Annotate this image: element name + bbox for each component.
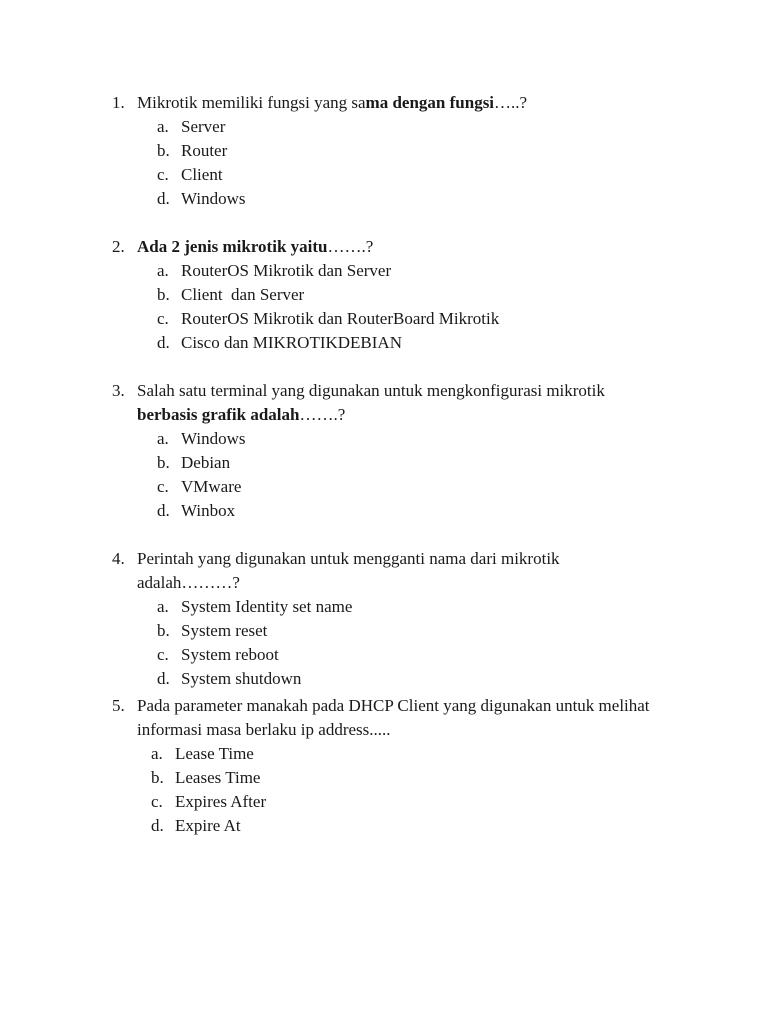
question-line-continued [0, 571, 768, 595]
option-letter: b. [151, 768, 164, 787]
option-d [0, 499, 768, 523]
option-text: Client dan Server [181, 285, 305, 304]
option-letter: a. [157, 429, 169, 448]
option-letter: b. [157, 141, 170, 160]
option-text: RouterOS Mikrotik dan Server [181, 261, 392, 280]
option-a [0, 595, 768, 619]
option-letter: c. [157, 477, 169, 496]
question-4 [0, 547, 768, 691]
question-text-continued: adalah………? [137, 573, 240, 592]
option-text: Lease Time [175, 744, 254, 763]
option-a [0, 427, 768, 451]
option-c [0, 790, 768, 814]
option-text: VMware [181, 477, 242, 496]
option-letter: a. [157, 261, 169, 280]
question-number: 3. [112, 381, 125, 400]
option-letter: d. [157, 501, 170, 520]
option-letter: c. [151, 792, 163, 811]
option-text: Winbox [181, 501, 236, 520]
option-letter: d. [151, 816, 164, 835]
question-line [0, 235, 768, 259]
option-d [0, 187, 768, 211]
option-text: System Identity set name [181, 597, 353, 616]
option-text: Client [181, 165, 223, 184]
option-letter: a. [157, 117, 169, 136]
option-c [0, 475, 768, 499]
question-text-continued: informasi masa berlaku ip address..... [137, 720, 391, 739]
option-text: Expire At [175, 816, 241, 835]
question-line-continued [0, 718, 768, 742]
question-number: 5. [112, 696, 125, 715]
question-1 [0, 91, 768, 211]
option-text: System shutdown [181, 669, 302, 688]
option-d [0, 667, 768, 691]
question-text: Ada 2 jenis mikrotik yaitu…….? [137, 237, 374, 256]
question-line [0, 91, 768, 115]
question-number: 1. [112, 93, 125, 112]
option-letter: a. [157, 597, 169, 616]
option-text: Cisco dan MIKROTIKDEBIAN [181, 333, 402, 352]
question-number: 2. [112, 237, 125, 256]
option-letter: c. [157, 165, 169, 184]
option-b [0, 139, 768, 163]
question-text: Pada parameter manakah pada DHCP Client yang digunakan untuk melihat [137, 696, 650, 715]
question-5 [0, 694, 768, 838]
question-text-continued: berbasis grafik adalah…….? [137, 405, 346, 424]
question-line [0, 379, 768, 403]
option-text: System reset [181, 621, 268, 640]
option-letter: d. [157, 333, 170, 352]
option-c [0, 163, 768, 187]
question-text: Perintah yang digunakan untuk mengganti nama dari mikrotik [137, 549, 560, 568]
option-letter: b. [157, 621, 170, 640]
question-line-continued [0, 403, 768, 427]
option-b [0, 766, 768, 790]
option-text: System reboot [181, 645, 279, 664]
option-text: RouterOS Mikrotik dan RouterBoard Mikrotik [181, 309, 500, 328]
option-text: Windows [181, 189, 246, 208]
option-letter: b. [157, 285, 170, 304]
question-text: Mikrotik memiliki fungsi yang sama dengan fungsi…..? [137, 93, 528, 112]
option-text: Leases Time [175, 768, 261, 787]
option-letter: c. [157, 645, 169, 664]
option-text: Debian [181, 453, 231, 472]
option-letter: b. [157, 453, 170, 472]
question-number: 4. [112, 549, 125, 568]
question-text: Salah satu terminal yang digunakan untuk mengkonfigurasi mikrotik [137, 381, 605, 400]
option-b [0, 619, 768, 643]
option-b [0, 283, 768, 307]
question-line [0, 694, 768, 718]
option-d [0, 331, 768, 355]
option-text: Router [181, 141, 228, 160]
option-b [0, 451, 768, 475]
option-letter: d. [157, 189, 170, 208]
option-letter: a. [151, 744, 163, 763]
option-text: Server [181, 117, 226, 136]
option-a [0, 742, 768, 766]
option-text: Windows [181, 429, 246, 448]
option-d [0, 814, 768, 838]
option-letter: c. [157, 309, 169, 328]
option-text: Expires After [175, 792, 267, 811]
option-c [0, 643, 768, 667]
option-letter: d. [157, 669, 170, 688]
question-3 [0, 379, 768, 523]
question-2 [0, 235, 768, 355]
option-a [0, 115, 768, 139]
option-c [0, 307, 768, 331]
option-a [0, 259, 768, 283]
question-line [0, 547, 768, 571]
